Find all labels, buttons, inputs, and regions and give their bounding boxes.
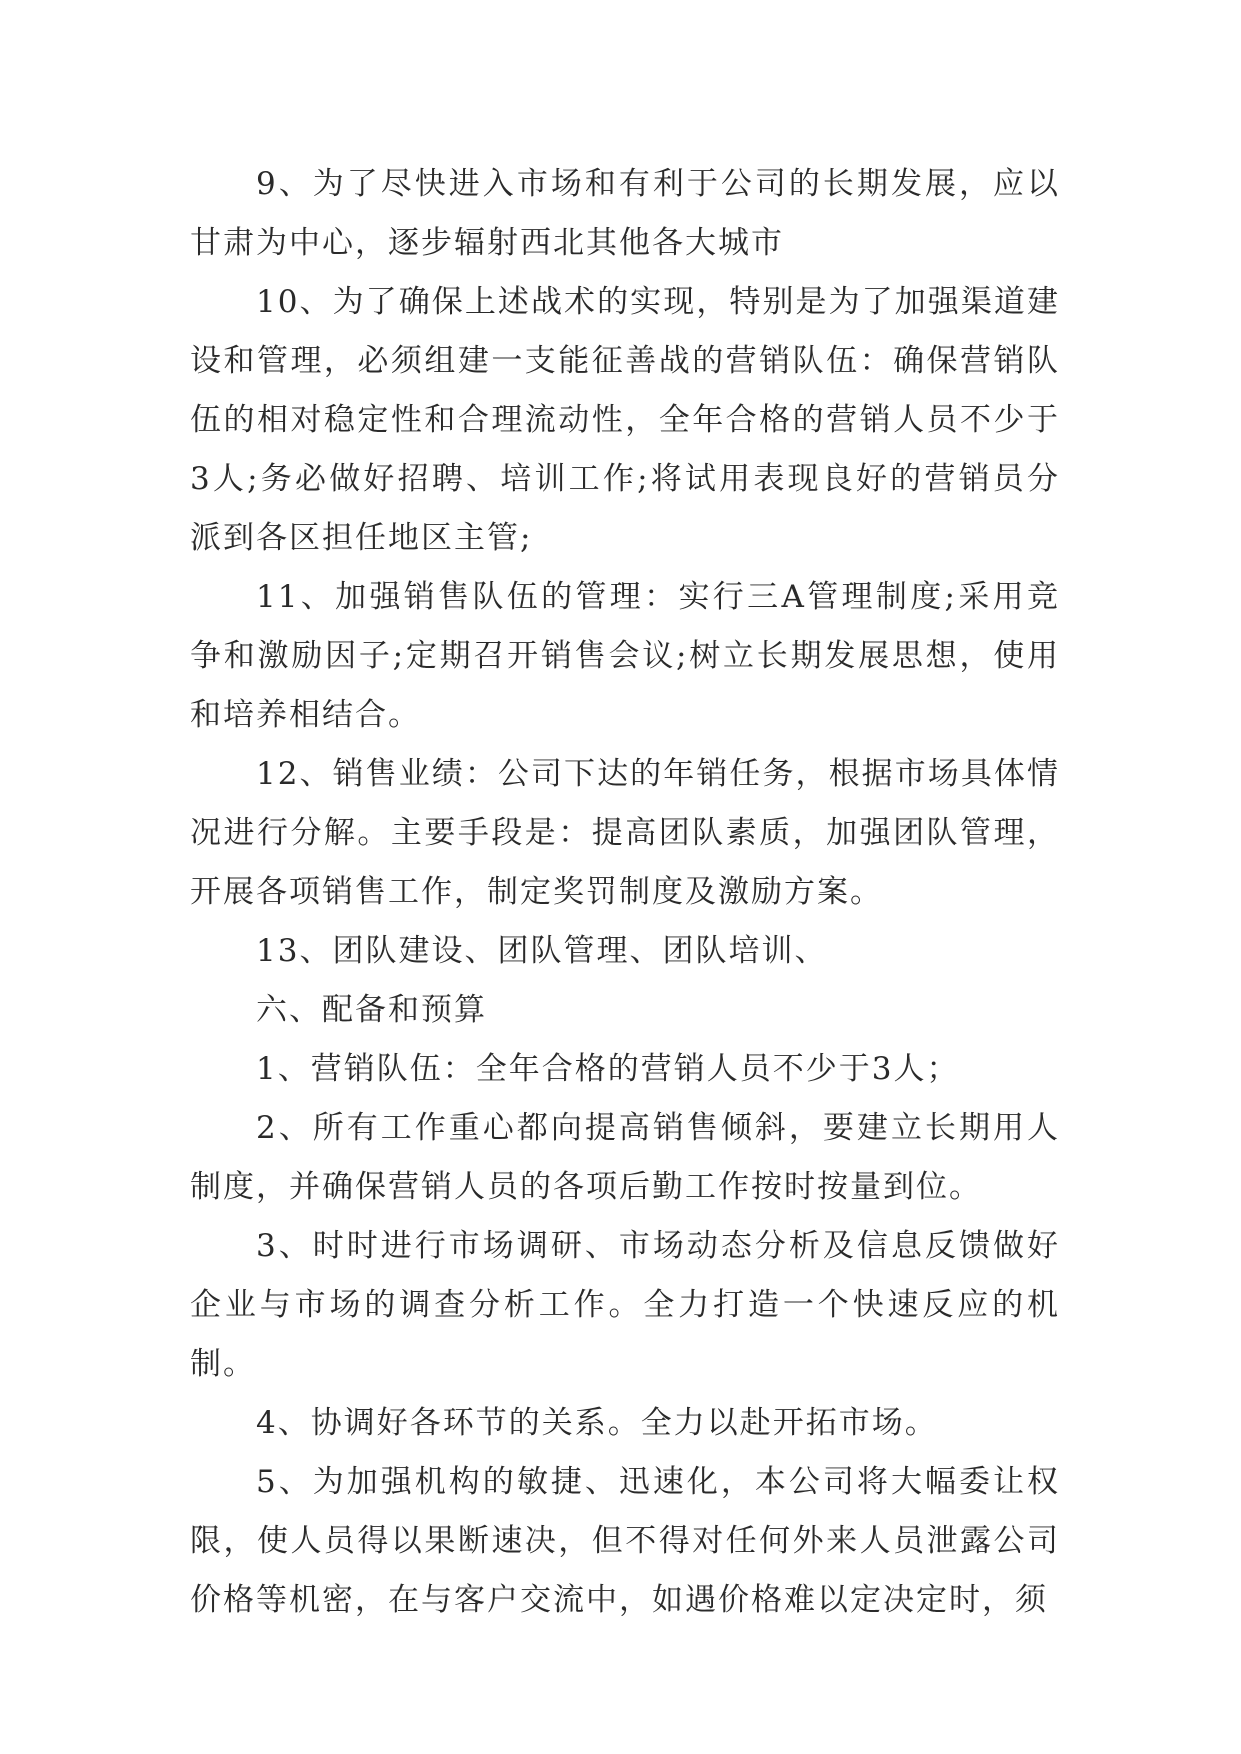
- paragraph-item-11: 11、加强销售队伍的管理：实行三A管理制度;采用竞争和激励因子;定期召开销售会议;树立长期发展思想，使用和培养相结合。: [190, 579, 1060, 733]
- document-body: [190, 155, 1060, 1630]
- paragraph-item-5: 5、为加强机构的敏捷、迅速化，本公司将大幅委让权限，使人员得以果断速决，但不得对任何外来人员泄露公司价格等机密，在与客户交流中，如遇价格难以定决定时，须: [190, 1464, 1060, 1618]
- paragraph-item-4: 4、协调好各环节的关系。全力以赴开拓市场。: [256, 1405, 938, 1441]
- section-heading-budget: 六、配备和预算: [256, 992, 487, 1028]
- paragraph-item-2: 2、所有工作重心都向提高销售倾斜，要建立长期用人制度，并确保营销人员的各项后勤工作按时按量到位。: [190, 1110, 1060, 1205]
- paragraph-item-1: 1、营销队伍：全年合格的营销人员不少于3人；: [256, 1051, 960, 1087]
- paragraph-item-9: 9、为了尽快进入市场和有利于公司的长期发展，应以甘肃为中心，逐步辐射西北其他各大城市: [190, 166, 1060, 261]
- paragraph-item-3: 3、时时进行市场调研、市场动态分析及信息反馈做好企业与市场的调查分析工作。全力打造一个快速反应的机制。: [190, 1228, 1060, 1382]
- paragraph-item-12: 12、销售业绩：公司下达的年销任务，根据市场具体情况进行分解。主要手段是：提高团队素质，加强团队管理，开展各项销售工作，制定奖罚制度及激励方案。: [190, 756, 1060, 910]
- paragraph-item-13: 13、团队建设、团队管理、团队培训、: [256, 933, 828, 969]
- paragraph-item-10: 10、为了确保上述战术的实现，特别是为了加强渠道建设和管理，必须组建一支能征善战的营销队伍：确保营销队伍的相对稳定性和合理流动性，全年合格的营销人员不少于3人;务必做好招聘、培训工作;将试用表现良好的营销员分派到各区担任地区主管;: [190, 284, 1060, 556]
